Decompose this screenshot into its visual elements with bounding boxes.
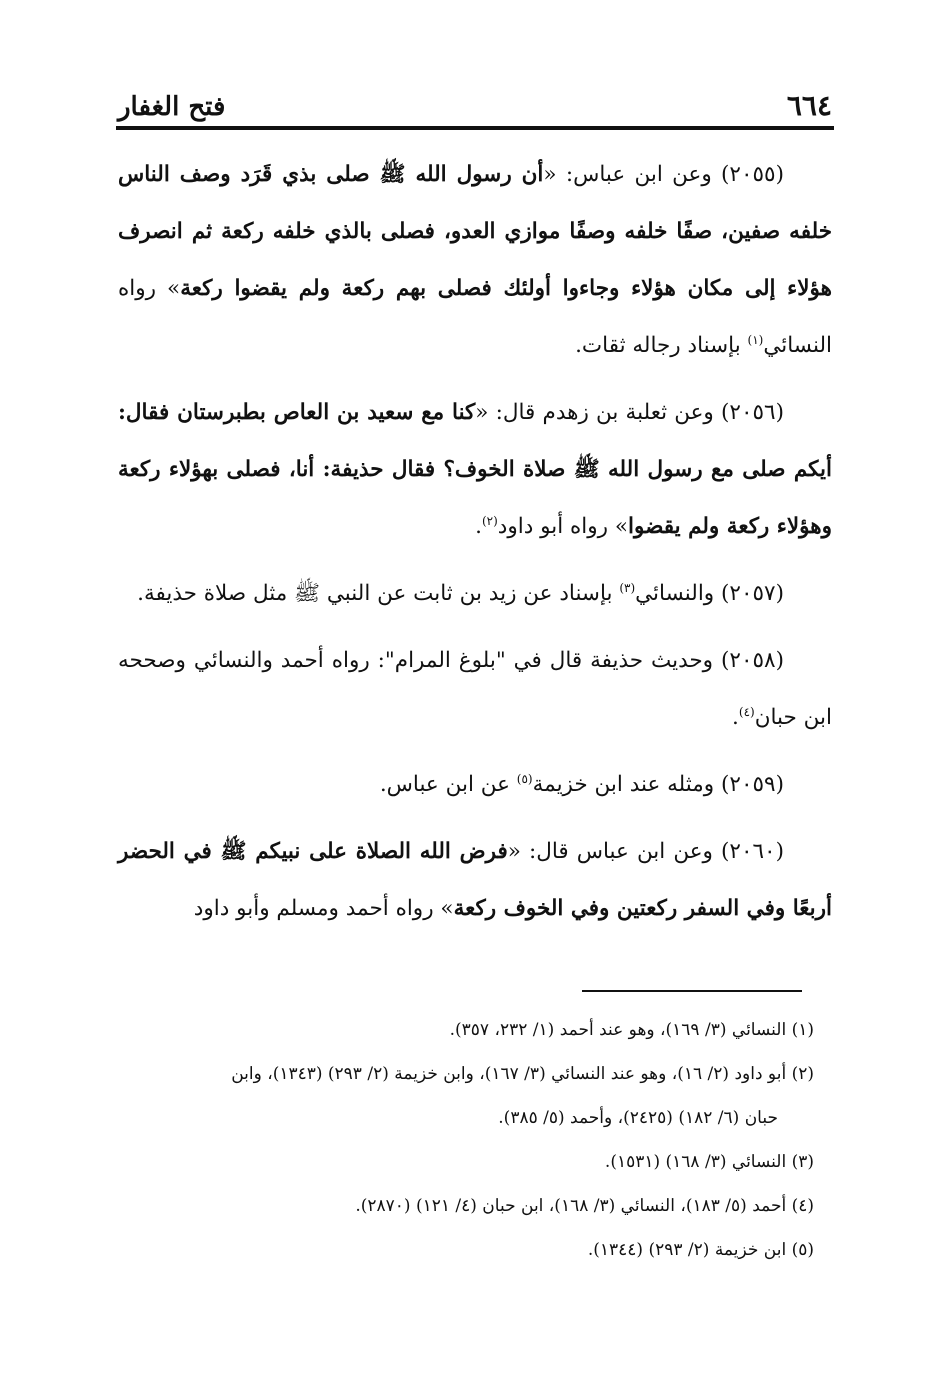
footnotes xyxy=(118,1008,832,1272)
hadith-number: (٢٠٥٧) xyxy=(721,581,784,606)
hadith-intro: وعن ابن عباس قال: « xyxy=(507,839,713,864)
footnote-text: (٣) النسائي (٣/ ١٦٨) (١٥٣١). xyxy=(604,1152,814,1172)
footnote-text: (٢) أبو داود (٢/ ١٦)، وهو عند النسائي (٣/ ١٦٧)، وابن خزيمة (٢/ ٢٩٣) (١٣٤٣)، وابن xyxy=(231,1064,814,1084)
hadith-2060 xyxy=(118,823,832,937)
footnote-text: (٥) ابن خزيمة (٢/ ٢٩٣) (١٣٤٤). xyxy=(587,1240,814,1260)
footnote-1 xyxy=(118,1008,832,1052)
hadith-intro: وحديث حذيفة قال في "بلوغ المرام": رواه أحمد والنسائي وصححه ابن حبان xyxy=(118,648,832,730)
hadith-quote: فرض الله الصلاة على نبيكم ﷺ في الحضر أربعًا وفي السفر ركعتين وفي الخوف ركعة xyxy=(118,839,832,921)
footnote-text: (٤) أحمد (٥/ ١٨٣)، النسائي (٣/ ١٦٨)، ابن حبان (٤/ ١٢١) (٢٨٧٠). xyxy=(355,1196,814,1216)
footnote-ref: (٣) xyxy=(619,580,636,595)
main-text xyxy=(118,146,832,947)
footnote-ref: (٤) xyxy=(738,704,755,719)
hadith-intro: وعن ثعلبة بن زهدم قال: « xyxy=(475,400,714,425)
footnote-ref: (٢) xyxy=(481,513,498,528)
footnote-3 xyxy=(118,1140,832,1184)
hadith-tail: بإسناد رجاله ثقات. xyxy=(575,333,748,358)
header-rule xyxy=(116,126,834,130)
hadith-intro: والنسائي xyxy=(635,581,715,606)
hadith-source: » رواه أحمد ومسلم وأبو داود xyxy=(193,896,454,921)
footnote-continuation: حبان (٦/ ١٨٢) (٢٤٢٥)، وأحمد (٥/ ٣٨٥). xyxy=(498,1108,778,1128)
hadith-number: (٢٠٥٦) xyxy=(721,400,784,425)
footnote-ref: (١) xyxy=(747,332,764,347)
hadith-number: (٢٠٥٨) xyxy=(721,648,784,673)
hadith-2057 xyxy=(118,565,832,622)
hadith-source: » رواه النسائي xyxy=(118,276,832,358)
running-title: فتح الغفار xyxy=(118,92,226,122)
hadith-number: (٢٠٥٩) xyxy=(721,772,784,797)
hadith-quote: أن رسول الله ﷺ صلى بذي قَرَد وصف الناس خلفه صفين، صفًا خلفه وصفًا موازي العدو، فصلى بالذي خلفه ركعة ثم انصرف هؤلاء إلى مكان هؤلاء وجاءوا أولئك فصلى بهم ركعة ولم يقضوا ركعة xyxy=(118,162,832,301)
hadith-tail: عن ابن عباس. xyxy=(379,772,517,797)
hadith-tail: . xyxy=(732,705,739,730)
footnote-ref: (٥) xyxy=(516,771,533,786)
hadith-number: (٢٠٦٠) xyxy=(721,839,784,864)
hadith-2055 xyxy=(118,146,832,374)
hadith-source: » رواه أبو داود xyxy=(497,514,628,539)
footnote-text: (١) النسائي (٣/ ١٦٩)، وهو عند أحمد (١/ ٢٣٢، ٣٥٧). xyxy=(449,1020,814,1040)
hadith-intro: وعن ابن عباس: « xyxy=(543,162,712,187)
page-number: ٦٦٤ xyxy=(786,89,832,122)
hadith-tail: . xyxy=(475,514,482,539)
hadith-tail: بإسناد عن زيد بن ثابت عن النبي ﷺ مثل صلاة حذيفة. xyxy=(137,581,620,606)
hadith-intro: ومثله عند ابن خزيمة xyxy=(532,772,715,797)
footnote-separator xyxy=(582,990,802,992)
hadith-2056 xyxy=(118,384,832,555)
hadith-quote: كنا مع سعيد بن العاص بطبرستان فقال: أيكم صلى مع رسول الله ﷺ صلاة الخوف؟ فقال حذيفة: أنا، فصلى بهؤلاء ركعة وهؤلاء ركعة ولم يقضوا xyxy=(118,400,832,539)
hadith-2058 xyxy=(118,632,832,746)
page-header xyxy=(118,82,832,122)
footnote-5 xyxy=(118,1228,832,1272)
footnote-2 xyxy=(118,1052,832,1140)
hadith-2059 xyxy=(118,756,832,813)
hadith-number: (٢٠٥٥) xyxy=(721,162,784,187)
footnote-4 xyxy=(118,1184,832,1228)
